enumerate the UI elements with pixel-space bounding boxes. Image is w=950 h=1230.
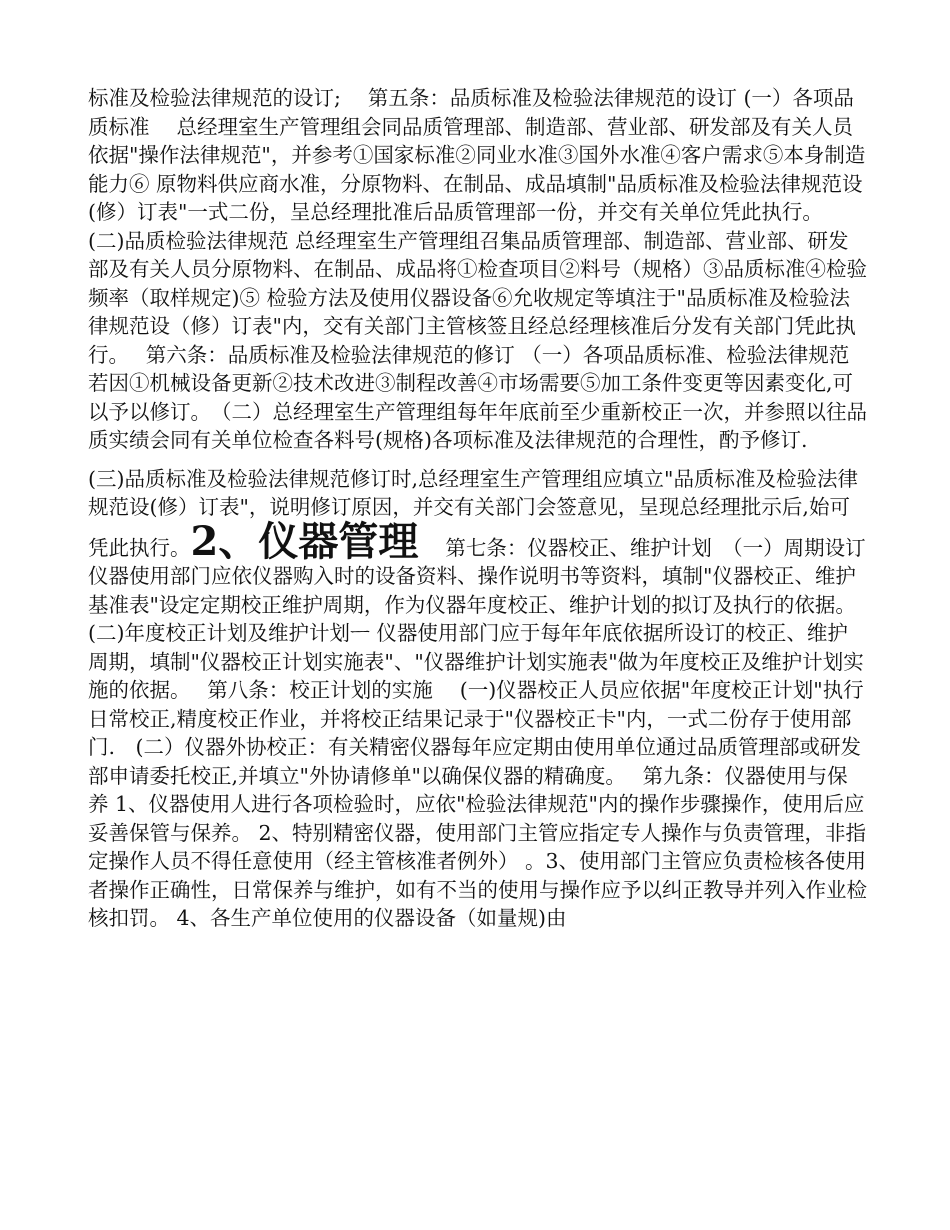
paragraph-quality-standards: 标准及检验法律规范的设订; 第五条：品质标准及检验法律规范的设订 (一）各项品质标准 总经理室生产管理组会同品质管理部、制造部、营业部、研发部及有关人员依据"操作法律规范"，并参考①国家标准②同业水准③国外水准④客户需求⑤本身制造能力⑥ 原物料供应商水准，分原物料、在制品、成品填制"品质标准及检验法律规范设(修）订表"一式二份，呈总经理批准后品质管理部一份，并交有关单位凭此执行。 (二)品质检验法律规范 总经理室生产管理组召集品质管理部、制造部、营业部、研发部及有关人员分原物料、在制品、成品将①检查项目②料号（规格）③品质标准④检验频率（取样规定)⑤ 检验方法及使用仪器设备⑥允收规定等填注于"品质标准及检验法律规范设（修）订表"内，交有关部门主管核签且经总经理核准后分发有关部门凭此执行。 第六条：品质标准及检验法律规范的修订 （一）各项品质标准、检验法律规范若因①机械设备更新②技术改进③制程改善④市场需要⑤加工条件变更等因素变化,可以予以修订。 （二）总经理室生产管理组每年年底前至少重新校正一次，并参照以往品质实绩会同有关单位检查各料号(规格)各项标准及法律规范的合理性，酌予修订.	[88, 86, 867, 452]
document-body	[88, 84, 873, 933]
paragraph-revision-intro: (三)品质标准及检验法律规范修订时,总经理室生产管理组应填立"品质标准及检验法律规范设(修）订表"，说明修订原因，并交有关部门会签意见，呈现总经理批示后,始可凭此执行。	[88, 466, 858, 560]
paragraph-instrument-management	[88, 465, 873, 933]
paragraph-instrument-body: 第七条：仪器校正、维护计划 （一）周期设订 仪器使用部门应依仪器购入时的设备资料、操作说明书等资料，填制"仪器校正、维护基准表"设定定期校正维护周期，作为仪器年度校正、维护计划的拟订及执行的依据。 (二)年度校正计划及维护计划ㅡ 仪器使用部门应于每年年底依据所设订的校正、维护周期，填制"仪器校正计划实施表"、"仪器维护计划实施表"做为年度校正及维护计划实施的依据。 第八条：校正计划的实施 (一)仪器校正人员应依据"年度校正计划"执行日常校正,精度校正作业，并将校正结果记录于"仪器校正卡"内，一式二份存于使用部门. (二）仪器外协校正：有关精密仪器每年应定期由使用单位通过品质管理部或研发部申请委托校正,并填立"外协请修单"以确保仪器的精确度。 第九条：仪器使用与保养 1、仪器使用人进行各项检验时，应依"检验法律规范"内的操作步骤操作，使用后应妥善保管与保养。 2、特别精密仪器，使用部门主管应指定专人操作与负责管理，非指定操作人员不得任意使用（经主管核准者例外） 。3、使用部门主管应负责检核各使用者操作正确性，日常保养与维护，如有不当的使用与操作应予以纠正教导并列入作业检核扣罚。 4、各生产单位使用的仪器设备（如量规)由	[88, 535, 873, 930]
section-heading: 2、仪器管理	[190, 517, 419, 565]
